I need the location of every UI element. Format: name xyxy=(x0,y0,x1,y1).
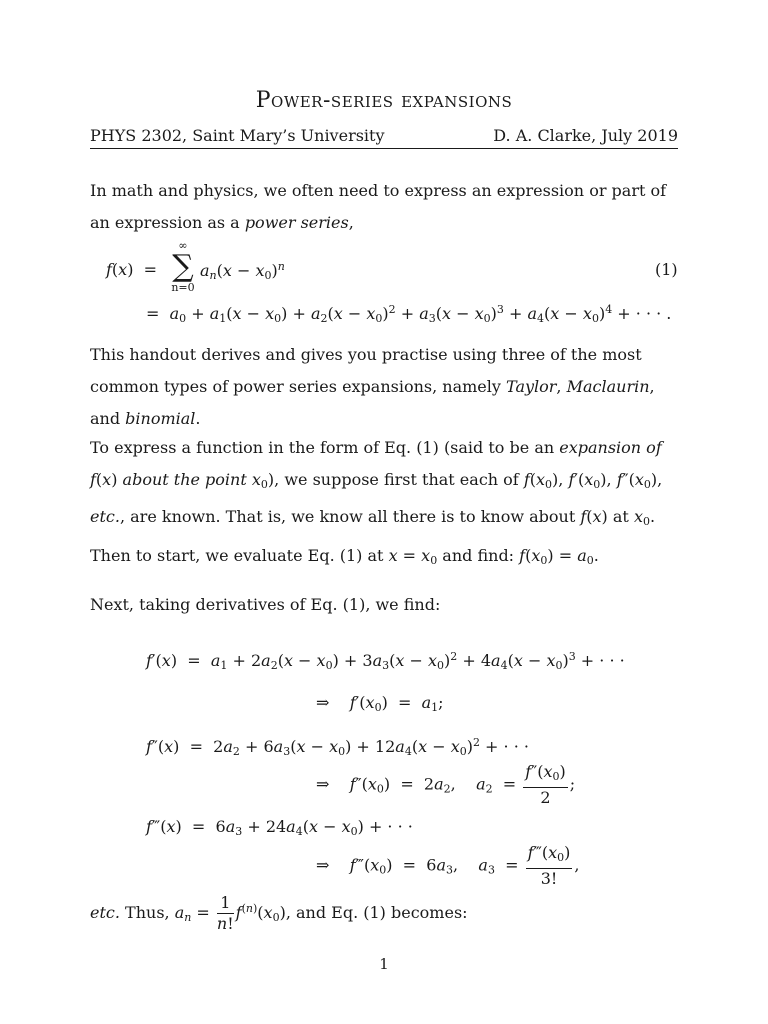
page-title: Power-series expansions xyxy=(255,88,513,113)
sum-lower-limit: n=0 xyxy=(171,281,195,294)
header-row xyxy=(90,126,678,145)
second-derivative-equation: $f''(x) = 2a_2 + 6a_3(x - x_0) + 12a_4(x - x_0)^2$ + · · · xyxy=(146,736,529,758)
equation-1-term: $a_n(x - x_0)^n$ xyxy=(200,260,285,282)
sum-upper-limit: ∞ xyxy=(178,239,188,252)
derivatives-paragraph: Next, taking derivatives of Eq. (1), we find: xyxy=(90,595,441,614)
general-coefficient-paragraph: etc. Thus, $a_n$ = $\frac{1}{n!}$ $f^{(n)}(x_0)$, and Eq. (1) becomes: xyxy=(90,893,468,933)
second-derivative-result: ⇒ $f''(x_0) = 2a_2$, $a_2$ = $\frac{f''(x_0)}{2}$ ; xyxy=(316,762,576,807)
equation-1-line-1: f(x) = xyxy=(106,260,158,279)
power-series-term: power series xyxy=(244,213,349,232)
course-label: PHYS 2302, Saint Mary’s University xyxy=(90,126,385,145)
expansion-types-paragraph: This handout derives and gives you practise using three of the most common types of power series expansions, namely Taylor, Maclaurin, and binomial. xyxy=(90,345,655,428)
header-rule xyxy=(90,148,678,149)
evaluation-paragraph: Then to start, we evaluate Eq. (1) at $x = x_0$ and find: $f(x_0) = a_0$. xyxy=(90,546,599,567)
author-date: D. A. Clarke, July 2019 xyxy=(493,126,678,145)
equation-1-number: (1) xyxy=(655,260,678,279)
expansion-definition-paragraph: To express a function in the form of Eq. (1) (said to be an expansion of f(x) about the point $x_0$), we suppose first that each of $f(x_0)$, $f'(x_0)$, $f''(x_0)$, etc., are known. That is, we know all there is to know about f(x) at $x_0$. xyxy=(90,438,663,528)
a3-fraction: $\frac{f‴(x_0)}{3!}$ xyxy=(527,843,571,888)
first-derivative-equation: $f'(x) = a_1 + 2a_2(x - x_0) + 3a_3(x - x_0)^2 + 4a_4(x - x_0)^3$ + · · · xyxy=(146,650,625,672)
summation xyxy=(168,240,198,294)
third-derivative-equation: f‴(x) = $6a_3 + 24a_4(x - x_0)$ + · · · xyxy=(146,817,413,838)
intro-paragraph: In math and physics, we often need to express an expression or part of an expression as a power series, xyxy=(90,181,667,232)
third-derivative-result: ⇒ $f‴(x_0) = 6a_3$, $a_3$ = $\frac{f‴(x_0)}{3!}$ , xyxy=(316,843,580,888)
a2-fraction: $\frac{f''(x_0)}{2}$ xyxy=(525,762,566,807)
equation-1-line-2: = $a_0 + a_1(x - x_0) + a_2(x - x_0)^2 + a_3(x - x_0)^3 + a_4(x - x_0)^4$ + · · · . xyxy=(146,303,672,325)
sigma-symbol: ∑ xyxy=(172,249,194,284)
page-number: 1 xyxy=(379,955,389,973)
first-derivative-result: ⇒ $f'(x_0) = a_1$; xyxy=(316,693,444,714)
one-over-n-factorial: $\frac{1}{n!}$ xyxy=(216,893,234,933)
